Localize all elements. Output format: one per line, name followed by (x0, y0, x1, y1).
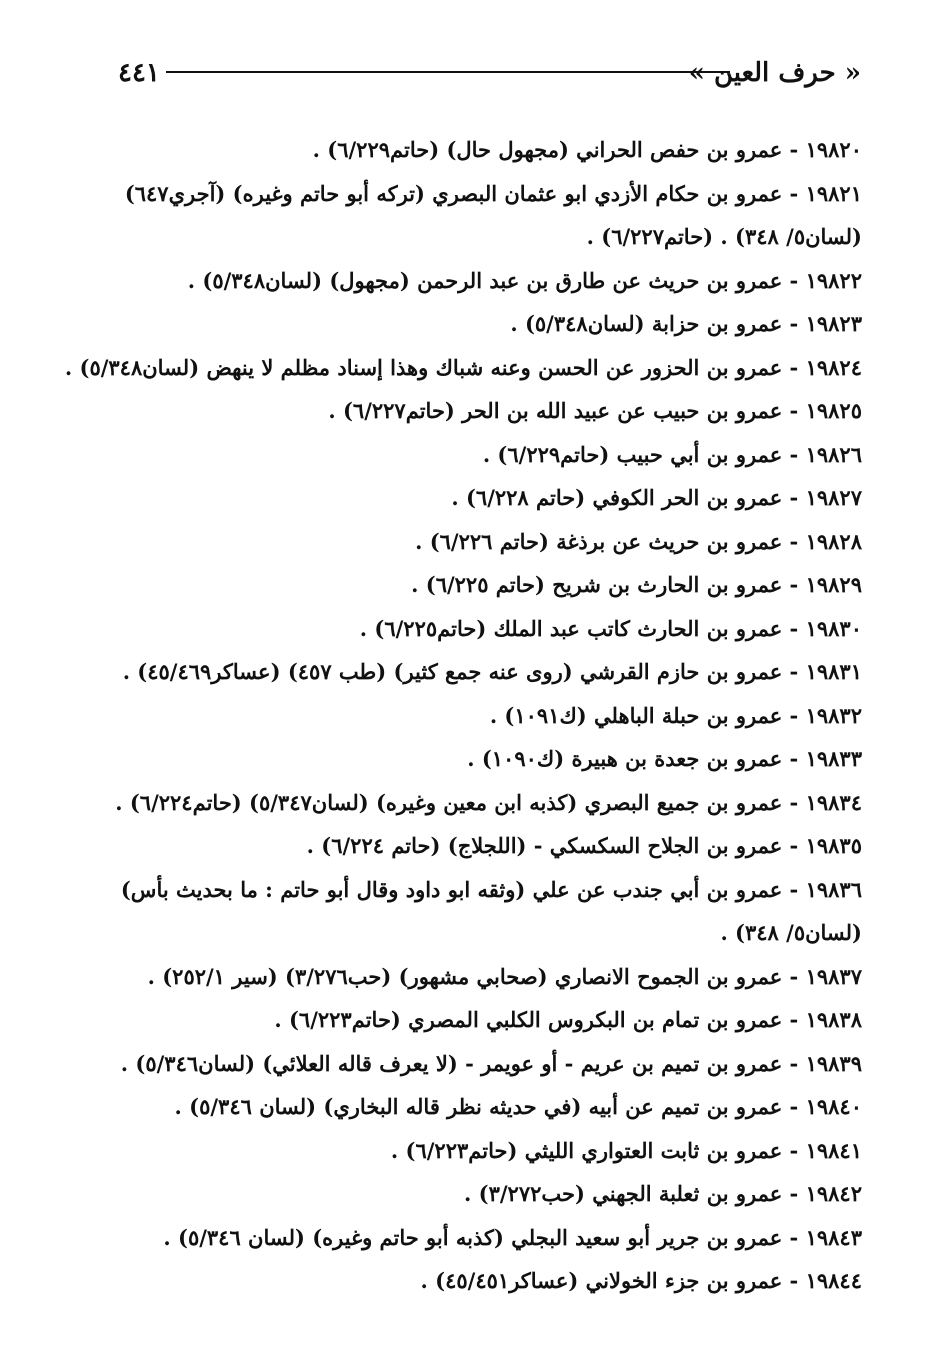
entry-number: ١٩٨٤٠ (805, 1094, 862, 1119)
entry-item (102, 259, 862, 303)
entry-text: عمرو بن جزء الخولاني (عساكر٤٥/٤٥١) . (420, 1268, 783, 1293)
entry-separator: - (782, 615, 806, 641)
entry-text: عمرو بن ثابت العتواري الليثي (حاتم٦/٢٢٣) . (390, 1137, 783, 1163)
entry-separator: - (782, 1050, 806, 1076)
entries-list (64, 128, 862, 1303)
entry-text: عمرو بن الحزور عن الحسن وعنه شباك وهذا إسناد مظلم لا ينهض (لسان٥/٣٤٨) . (64, 354, 783, 380)
entry-item (64, 346, 862, 390)
entry-item (102, 302, 862, 346)
entry-text: عمرو بن الحر الكوفي (حاتم ٦/٢٢٨) . (451, 485, 783, 510)
entry-item (102, 433, 862, 477)
entry-item (102, 737, 862, 781)
entry-number: ١٩٨٣٣ (805, 746, 862, 771)
entry-number: ١٩٨٢٠ (805, 137, 862, 162)
entry-separator: - (782, 1224, 806, 1250)
entry-number: ١٩٨٤٣ (805, 1224, 862, 1250)
entry-item (102, 128, 862, 172)
entry-number: ١٩٨٤٤ (805, 1268, 862, 1293)
entry-text: عمرو بن ثعلبة الجهني (حب٣/٢٧٢) . (464, 1181, 783, 1206)
page-number: ٤٤١ (118, 58, 160, 88)
chapter-title: « حرف العين » (688, 58, 861, 88)
entry-separator: - (782, 354, 806, 380)
entry-number: ١٩٨٣٢ (805, 702, 862, 728)
entry-separator: - (782, 702, 806, 728)
entry-number: ١٩٨٢٩ (805, 572, 862, 597)
entry-separator: - (782, 528, 806, 554)
entry-number: ١٩٨٢١ (805, 180, 862, 206)
entry-item (102, 476, 862, 520)
entry-separator: - (782, 441, 806, 467)
entry-number: ١٩٨٢٣ (805, 311, 862, 336)
entry-separator: - (782, 1137, 806, 1163)
entry-item (102, 1172, 862, 1216)
entry-separator: - (782, 1181, 806, 1206)
entry-separator: - (782, 311, 806, 336)
page-header (0, 56, 947, 96)
entry-text: عمرو بن تمام بن البكروس الكلبي المصري (حاتم٦/٢٢٣) . (274, 1007, 783, 1032)
entry-number: ١٩٨٢٨ (805, 528, 862, 554)
header-rule (166, 71, 730, 73)
entry-text: عمرو بن أبي جندب عن علي (وثقه ابو داود وقال أبو حاتم : ما بحديث بأس) (لسان٥/ ٣٤٨) . (120, 876, 862, 945)
entry-separator: - (782, 1094, 806, 1119)
entry-number: ١٩٨٢٥ (805, 398, 862, 423)
entry-item (102, 1085, 862, 1129)
entry-separator: - (782, 572, 806, 597)
entry-number: ١٩٨٣٨ (805, 1007, 862, 1032)
entry-number: ١٩٨٣١ (805, 659, 862, 684)
entry-item (102, 607, 862, 651)
entry-item (102, 1042, 862, 1086)
entry-text: عمرو بن أبي حبيب (حاتم٦/٢٢٩) . (482, 441, 783, 467)
entry-item (102, 868, 862, 955)
entry-text: عمرو بن الجلاح السكسكي - (اللجلاج) (حاتم ٦/٢٢٤) . (306, 833, 783, 858)
entry-text: عمرو بن حبلة الباهلي (ك١٠٩١) . (489, 702, 783, 728)
entry-number: ١٩٨٢٢ (805, 267, 862, 293)
entry-item (102, 1216, 862, 1260)
entry-item (102, 998, 862, 1042)
entry-text: عمرو بن حريث عن طارق بن عبد الرحمن (مجهول) (لسان٥/٣٤٨) . (187, 267, 783, 293)
entry-item (102, 694, 862, 738)
entry-text: عمرو بن حازم القرشي (روى عنه جمع كثير) (طب ٤٥٧) (عساكر٤٥/٤٦٩) . (122, 659, 783, 684)
entry-text: عمرو بن الحارث كاتب عبد الملك (حاتم٦/٢٢٥) . (359, 615, 783, 641)
entry-item (102, 955, 862, 999)
entry-separator: - (782, 398, 806, 423)
entry-text: عمرو بن حفص الحراني (مجهول حال) (حاتم٦/٢٢٩) . (312, 137, 783, 162)
entry-separator: - (782, 137, 806, 162)
entry-number: ١٩٨٤٢ (805, 1181, 862, 1206)
entry-separator: - (782, 963, 806, 989)
entry-separator: - (782, 267, 806, 293)
entry-text: عمرو بن حكام الأزدي ابو عثمان البصري (تركه أبو حاتم وغيره) (آجري٦٤٧) (لسان٥/ ٣٤٨) . (حاتم٦/٢٢٧) . (124, 180, 862, 249)
entry-number: ١٩٨٣٠ (805, 615, 862, 641)
entry-item (102, 650, 862, 694)
entry-number: ١٩٨٢٦ (805, 441, 862, 467)
entry-separator: - (782, 746, 806, 771)
entry-item (102, 563, 862, 607)
entry-separator: - (782, 1268, 806, 1293)
entry-item (102, 520, 862, 564)
entry-number: ١٩٨٢٧ (805, 485, 862, 510)
entry-number: ١٩٨٣٤ (805, 789, 862, 815)
entry-text: عمرو بن تميم عن أبيه (في حديثه نظر قاله البخاري) (لسان ٥/٣٤٦) . (174, 1094, 783, 1119)
entry-text: عمرو بن الحارث بن شريح (حاتم ٦/٢٢٥) . (411, 572, 783, 597)
entry-item (102, 1129, 862, 1173)
entry-number: ١٩٨٣٥ (805, 833, 862, 858)
entry-text: عمرو بن حزابة (لسان٥/٣٤٨) . (510, 311, 783, 336)
entry-separator: - (782, 876, 806, 902)
entry-item (102, 1259, 862, 1303)
entry-text: عمرو بن جرير أبو سعيد البجلي (كذبه أبو حاتم وغيره) (لسان ٥/٣٤٦) . (163, 1224, 783, 1250)
entry-separator: - (782, 485, 806, 510)
entry-number: ١٩٨٣٩ (805, 1050, 862, 1076)
entry-text: عمرو بن حريث عن برذغة (حاتم ٦/٢٢٦) . (415, 528, 783, 554)
entry-text: عمرو بن تميم بن عريم - أو عويمر - (لا يعرف قاله العلائي) (لسان٥/٣٤٦) . (120, 1050, 783, 1076)
entry-text: عمرو بن جميع البصري (كذبه ابن معين وغيره) (لسان٥/٣٤٧) (حاتم٦/٢٢٤) . (115, 789, 783, 815)
entry-number: ١٩٨٣٦ (805, 876, 862, 902)
entry-item (102, 824, 862, 868)
entry-separator: - (782, 180, 806, 206)
entry-text: عمرو بن جعدة بن هبيرة (ك١٠٩٠) . (467, 746, 783, 771)
entry-number: ١٩٨٤١ (805, 1137, 862, 1163)
entry-text: عمرو بن حبيب عن عبيد الله بن الحر (حاتم٦/٢٢٧) . (328, 398, 783, 423)
entry-separator: - (782, 1007, 806, 1032)
entry-number: ١٩٨٢٤ (805, 354, 862, 380)
entry-item (102, 781, 862, 825)
entry-separator: - (782, 833, 806, 858)
entry-item (102, 172, 862, 259)
entry-text: عمرو بن الجموح الانصاري (صحابي مشهور) (حب٣/٢٧٦) (سير ٢٥٢/١) . (147, 963, 783, 989)
entry-separator: - (782, 659, 806, 684)
entry-separator: - (782, 789, 806, 815)
entry-item (102, 389, 862, 433)
entry-number: ١٩٨٣٧ (805, 963, 862, 989)
